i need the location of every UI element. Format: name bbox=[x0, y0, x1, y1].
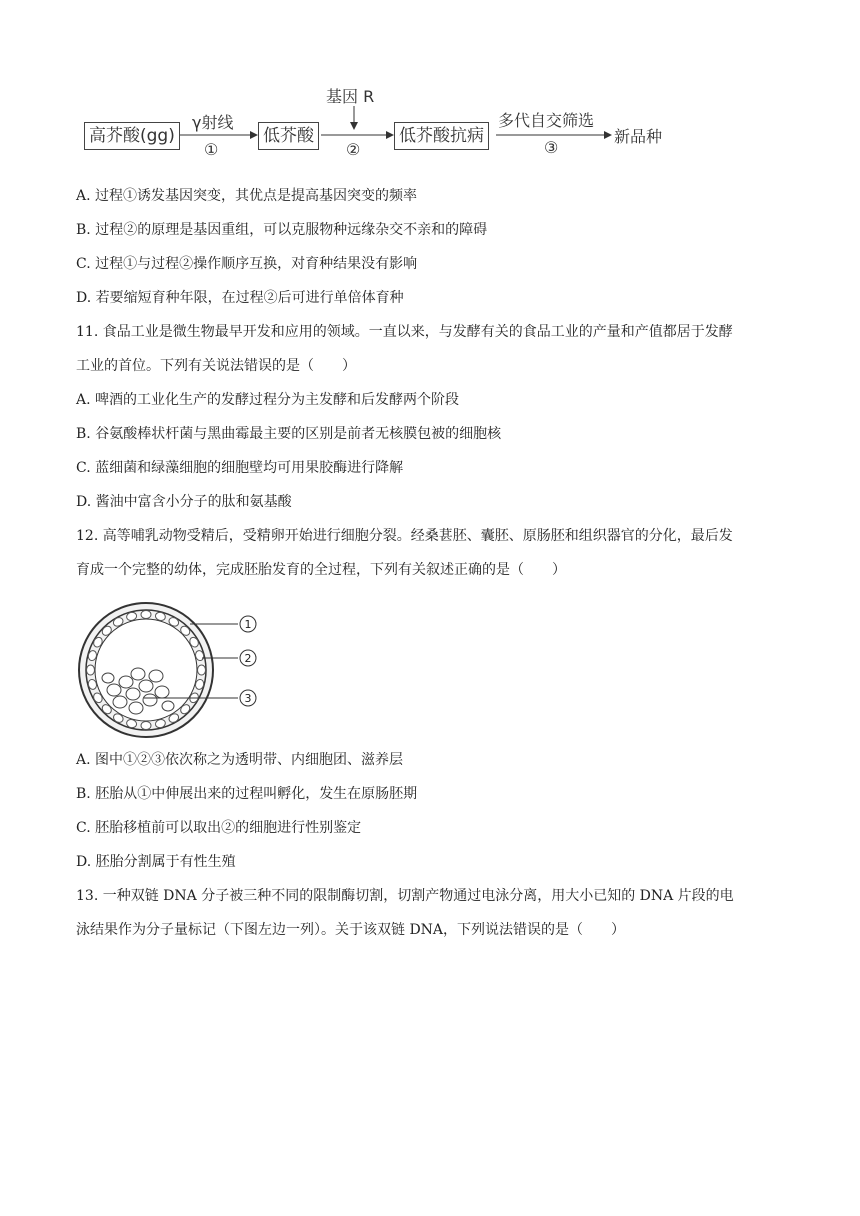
q12-option-b: B. 胚胎从①中伸展出来的过程叫孵化，发生在原肠胚期 bbox=[76, 786, 418, 802]
q10-option-b: B. 过程②的原理是基因重组，可以克服物种远缘杂交不亲和的障碍 bbox=[76, 222, 488, 238]
blastocyst-figure bbox=[76, 600, 276, 740]
q13-stem-line2: 泳结果作为分子量标记（下图左边一列）。关于该双链 DNA，下列说法错误的是（ ） bbox=[76, 922, 626, 938]
q11-option-a: A. 啤酒的工业化生产的发酵过程分为主发酵和后发酵两个阶段 bbox=[76, 392, 460, 408]
q12-option-d: D. 胚胎分割属于有性生殖 bbox=[76, 854, 236, 870]
svg-text:3: 3 bbox=[244, 692, 252, 705]
flow-result: 新品种 bbox=[614, 127, 663, 146]
breeding-flow-diagram bbox=[84, 84, 684, 164]
q12-stem-line1: 12. 高等哺乳动物受精后，受精卵开始进行细胞分裂。经桑葚胚、囊胚、原肠胚和组织器官的分化，最后发 bbox=[76, 528, 733, 544]
flow-label-gene-r: 基因 R bbox=[326, 87, 375, 106]
flow-box-low-erucic-resistant: 低芥酸抗病 bbox=[394, 122, 489, 150]
flow-label-selfing: 多代自交筛选 bbox=[498, 111, 595, 130]
flow-label-gamma: γ射线 bbox=[192, 113, 234, 132]
q12-option-a: A. 图中①②③依次称之为透明带、内细胞团、滋养层 bbox=[76, 752, 404, 768]
trophoblast-cell bbox=[198, 665, 206, 675]
flow-step-3: ③ bbox=[544, 138, 559, 157]
trophoblast-cell bbox=[141, 722, 151, 730]
q11-option-b: B. 谷氨酸棒状杆菌与黑曲霉最主要的区别是前者无核膜包被的细胞核 bbox=[76, 426, 502, 442]
q10-option-d: D. 若要缩短育种年限，在过程②后可进行单倍体育种 bbox=[76, 290, 404, 306]
trophoblast-cell bbox=[87, 665, 95, 675]
q11-stem-line1: 11. 食品工业是微生物最早开发和应用的领域。一直以来，与发酵有关的食品工业的产量和产值都居于发酵 bbox=[76, 324, 733, 340]
trophoblast-cell bbox=[141, 611, 151, 619]
flow-box-low-erucic: 低芥酸 bbox=[258, 122, 319, 150]
svg-text:1: 1 bbox=[244, 618, 252, 631]
svg-text:2: 2 bbox=[244, 652, 252, 665]
q10-option-c: C. 过程①与过程②操作顺序互换，对育种结果没有影响 bbox=[76, 256, 418, 272]
q11-option-c: C. 蓝细菌和绿藻细胞的细胞壁均可用果胶酶进行降解 bbox=[76, 460, 404, 476]
q12-option-c: C. 胚胎移植前可以取出②的细胞进行性别鉴定 bbox=[76, 820, 362, 836]
flow-box-high-erucic: 高芥酸(gg) bbox=[84, 122, 180, 150]
flow-step-2: ② bbox=[346, 140, 361, 159]
blastocyst-diagram bbox=[76, 600, 276, 740]
q11-option-d: D. 酱油中富含小分子的肽和氨基酸 bbox=[76, 494, 292, 510]
q11-stem-line2: 工业的首位。下列有关说法错误的是（ ） bbox=[76, 358, 356, 374]
q12-stem-line2: 育成一个完整的幼体，完成胚胎发育的全过程，下列有关叙述正确的是（ ） bbox=[76, 562, 566, 578]
q10-option-a: A. 过程①诱发基因突变，其优点是提高基因突变的频率 bbox=[76, 188, 418, 204]
q13-stem-line1: 13. 一种双链 DNA 分子被三种不同的限制酶切割，切割产物通过电泳分离，用大小已知的 DNA 片段的电 bbox=[76, 888, 734, 904]
flow-step-1: ① bbox=[204, 140, 219, 159]
